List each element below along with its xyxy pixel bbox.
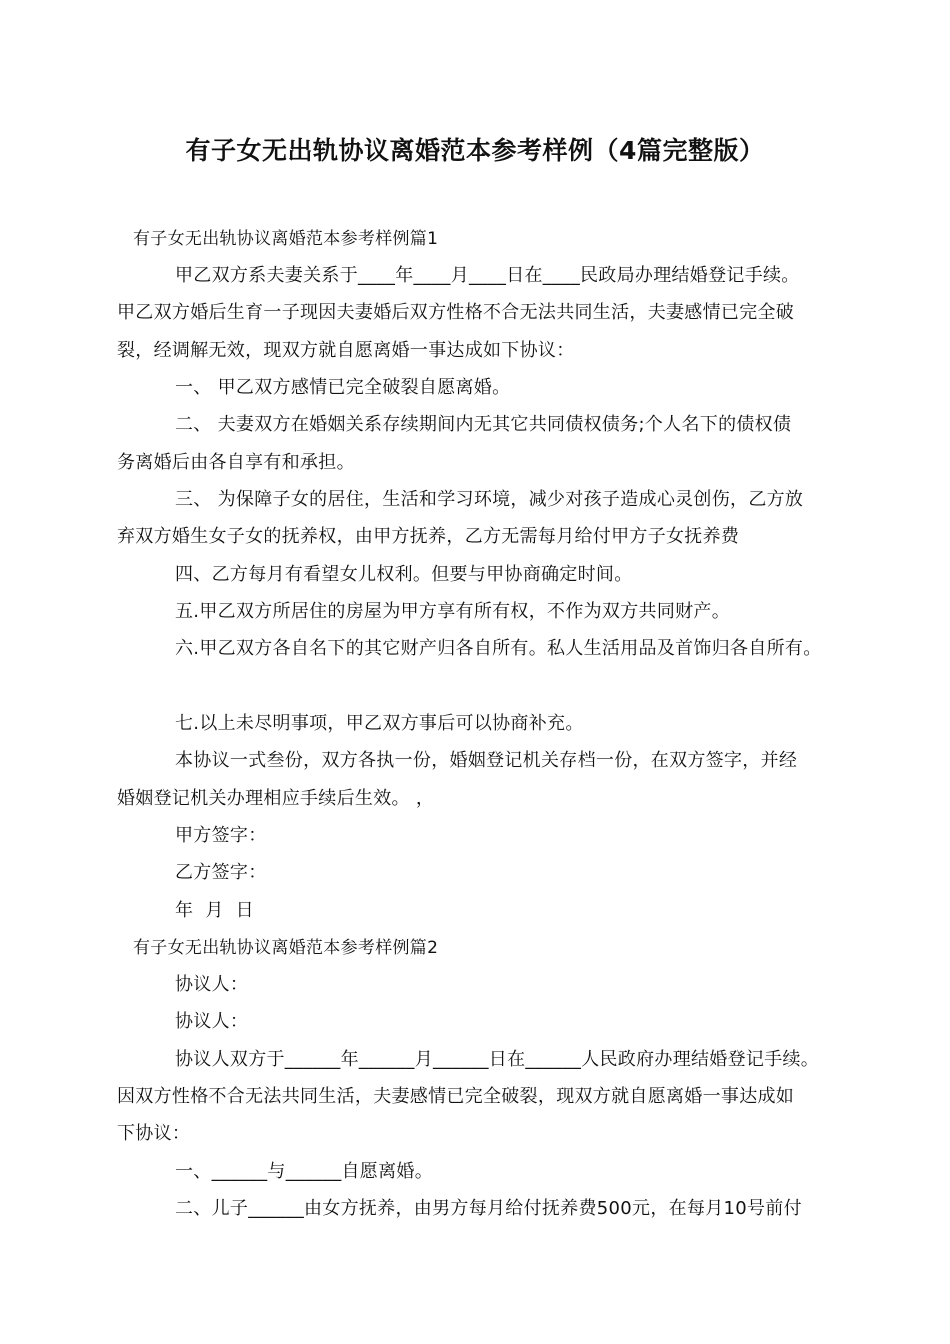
section1-intro-line2: 甲乙双方婚后生育一子现因夫妻婚后双方性格不合无法共同生活，夫妻感情已完全破	[117, 302, 795, 323]
section1-intro-line3: 裂，经调解无效，现双方就自愿离婚一事达成如下协议：	[117, 340, 575, 361]
section1-item7: 七.以上未尽明事项，甲乙双方事后可以协商补充。	[175, 713, 584, 734]
signature-party-b: 乙方签字：	[175, 862, 267, 883]
section2-heading: 有子女无出轨协议离婚范本参考样例篇2	[133, 938, 439, 958]
section1-item3-line1: 三、 为保障子女的居住，生活和学习环境，减少对孩子造成心灵创伤，乙方放	[175, 489, 804, 510]
document-title: 有子女无出轨协议离婚范本参考样例（4篇完整版）	[185, 136, 765, 165]
section1-closing-line1: 本协议一式叁份，双方各执一份，婚姻登记机关存档一份，在双方签字，并经	[175, 750, 798, 771]
section1-item4: 四、乙方每月有看望女儿权利。但要与甲协商确定时间。	[175, 564, 633, 585]
section2-item1: 一、______与______自愿离婚。	[175, 1161, 433, 1182]
signature-date: 年 月 日	[175, 900, 254, 921]
section1-intro-line1: 甲乙双方系夫妻关系于____年____月____日在____民政局办理结婚登记手续。	[175, 265, 800, 286]
section1-item6: 六.甲乙双方各自名下的其它财产归各自所有。私人生活用品及首饰归各自所有。	[175, 638, 822, 659]
section2-intro-line2: 因双方性格不合无法共同生活，夫妻感情已完全破裂，现双方就自愿离婚一事达成如	[117, 1086, 795, 1107]
section1-item2-line2: 务离婚后由各自享有和承担。	[117, 452, 355, 473]
signature-party-a: 甲方签字：	[175, 825, 267, 846]
section1-closing-line2: 婚姻登记机关办理相应手续后生效。 ，	[117, 788, 435, 809]
section2-intro-line3: 下协议：	[117, 1123, 191, 1144]
section1-item3-line2: 弃双方婚生女子女的抚养权，由甲方抚养，乙方无需每月给付甲方子女抚养费	[117, 526, 740, 547]
section1-heading: 有子女无出轨协议离婚范本参考样例篇1	[133, 229, 439, 249]
section1-item2-line1: 二、 夫妻双方在婚姻关系存续期间内无其它共同债权债务;个人名下的债权债	[175, 414, 792, 435]
section1-item1: 一、 甲乙双方感情已完全破裂自愿离婚。	[175, 377, 511, 398]
section2-intro-line1: 协议人双方于______年______月______日在______人民政府办理结婚登记手续。	[175, 1049, 820, 1070]
section2-party2: 协议人：	[175, 1011, 249, 1032]
section2-party1: 协议人：	[175, 974, 249, 995]
section1-item5: 五.甲乙双方所居住的房屋为甲方享有所有权，不作为双方共同财产。	[175, 601, 731, 622]
section2-item2: 二、儿子______由女方抚养，由男方每月给付抚养费500元，在每月10号前付	[175, 1198, 802, 1219]
